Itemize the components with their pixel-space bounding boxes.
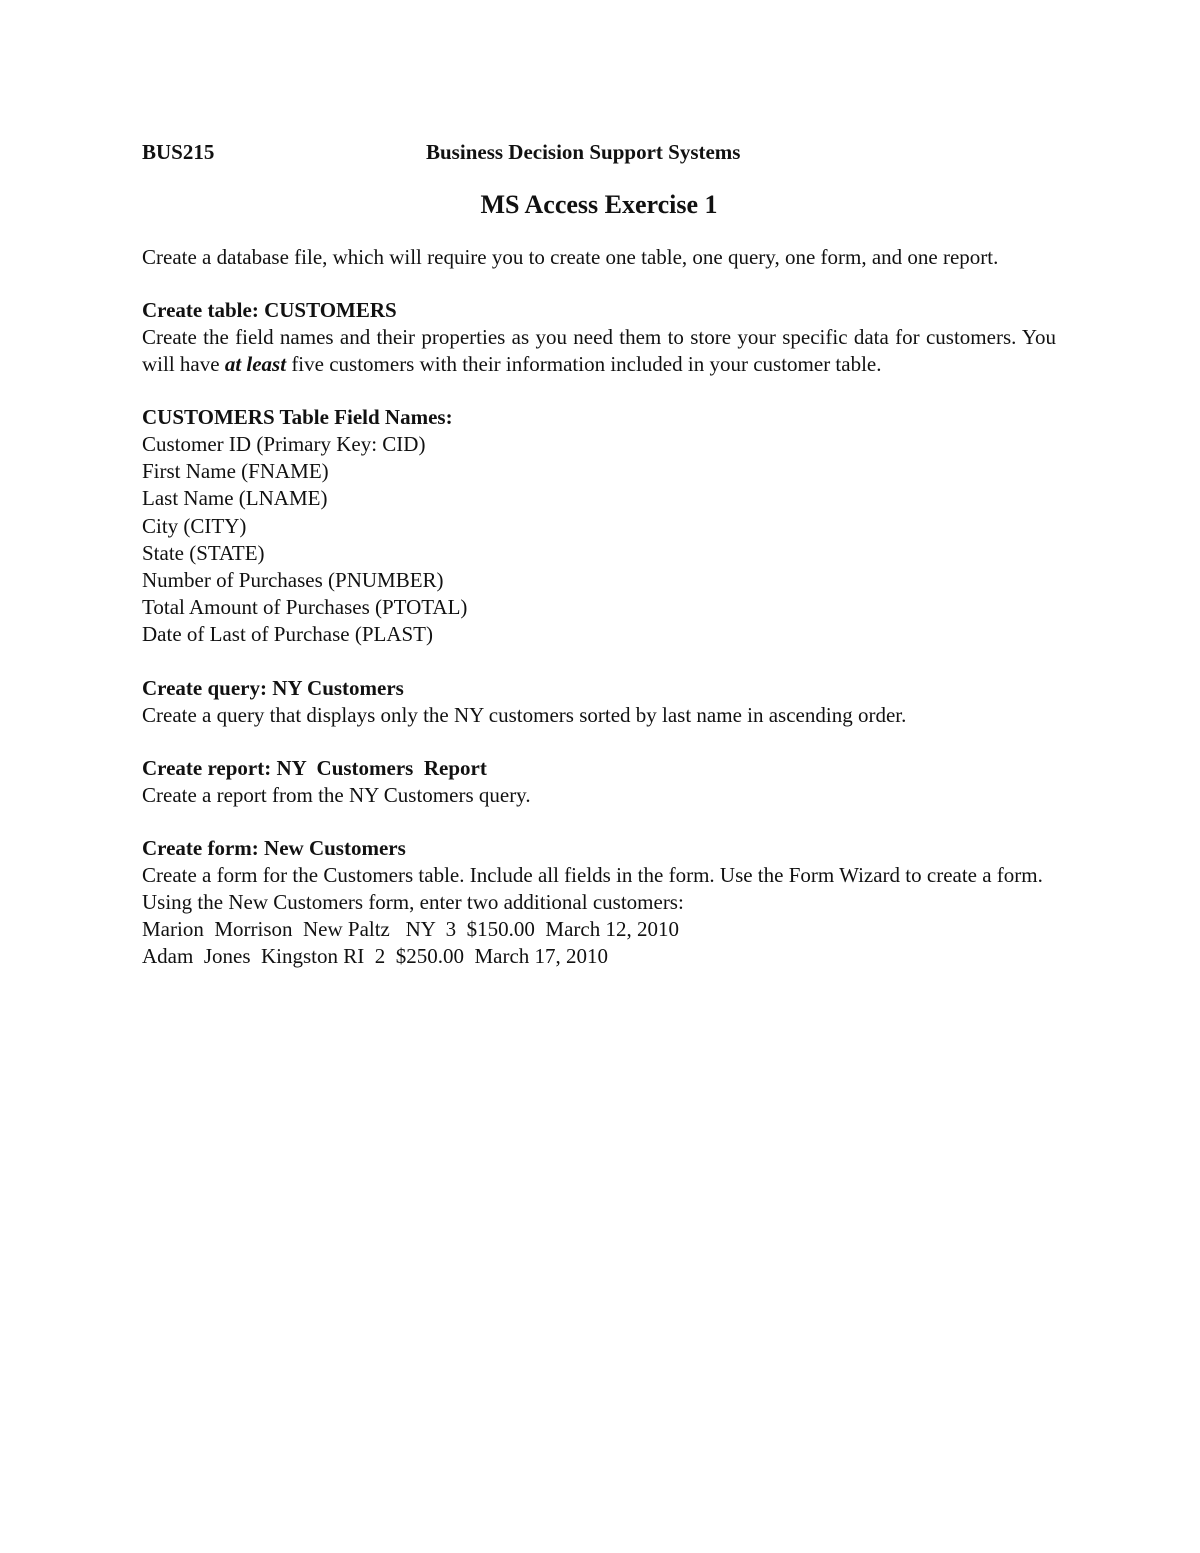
list-item: Last Name (LNAME)	[142, 486, 328, 511]
form-section-heading: Create form: New Customers	[142, 835, 406, 860]
list-item: Customer ID (Primary Key: CID)	[142, 432, 426, 456]
fields-section-heading: CUSTOMERS Table Field Names:	[142, 405, 453, 429]
report-section	[142, 755, 1056, 809]
document-title	[142, 190, 1056, 220]
query-section	[142, 675, 1056, 729]
customer-entry: Adam Jones Kingston RI 2 $250.00 March 17, 2010	[142, 943, 609, 968]
fields-section	[142, 404, 1056, 649]
report-section-text: Create a report from the NY Customers query.	[142, 782, 531, 807]
report-section-heading: Create report: NY Customers Report	[142, 755, 487, 780]
query-section-heading: Create query: NY Customers	[142, 675, 404, 700]
list-item: Date of Last of Purchase (PLAST)	[142, 622, 434, 647]
course-name: Business Decision Support Systems	[426, 140, 741, 164]
table-text-before: Create the field names and their properties as you need them to store your specific data for customers. You will have	[142, 325, 1056, 376]
document-title-text: MS Access Exercise 1	[480, 190, 718, 219]
table-text-emphasis: at least	[224, 352, 287, 376]
list-item: Number of Purchases (PNUMBER)	[142, 568, 444, 593]
form-section	[142, 835, 1056, 970]
table-section-heading: Create table: CUSTOMERS	[142, 298, 397, 322]
table-section	[142, 297, 1056, 378]
list-item: First Name (FNAME)	[142, 459, 329, 484]
customer-entry: Marion Morrison New Paltz NY 3 $150.00 March 12, 2010	[142, 916, 679, 941]
table-section-text	[142, 324, 1056, 378]
form-section-text: Create a form for the Customers table. Include all fields in the form. Use the Form Wizard to create a form. Using the New Customers form, enter two additional customers:	[142, 862, 1043, 914]
intro-paragraph: Create a database file, which will require you to create one table, one query, one form, and one report.	[142, 245, 999, 269]
course-code: BUS215	[142, 140, 215, 164]
query-section-text: Create a query that displays only the NY customers sorted by last name in ascending order.	[142, 702, 907, 727]
list-item: City (CITY)	[142, 513, 247, 538]
list-item: State (STATE)	[142, 540, 265, 565]
document-page	[142, 140, 1056, 970]
field-list	[142, 431, 1056, 649]
document-header	[142, 140, 1056, 170]
table-text-after: five customers with their information included in your customer table.	[286, 352, 882, 376]
list-item: Total Amount of Purchases (PTOTAL)	[142, 595, 468, 620]
